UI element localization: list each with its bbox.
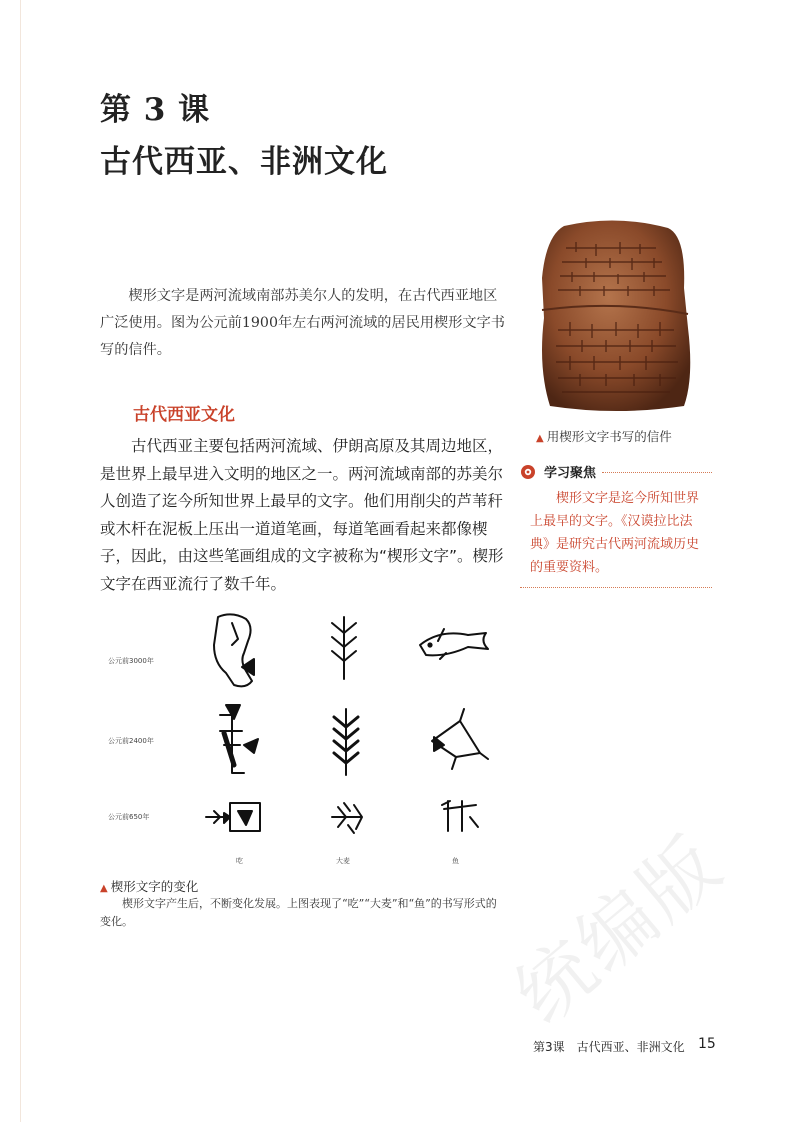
section-title: 古代西亚文化 xyxy=(133,405,235,425)
glyph-eat-early xyxy=(214,614,254,686)
intro-paragraph: 楔形文字是两河流域南部苏美尔人的发明，在古代西亚地区广泛使用。图为公元前1900年左右两河流域的居民用楔形文字书写的信件。 xyxy=(100,288,505,358)
caption-triangle-icon: ▲ xyxy=(536,433,544,444)
tablet-caption xyxy=(536,427,672,445)
study-focus-divider xyxy=(602,472,712,473)
glyph-fish-early xyxy=(420,629,488,659)
cuneiform-tablet-image xyxy=(536,218,694,414)
running-footer: 第3课 古代西亚、非洲文化 xyxy=(533,1040,685,1054)
page-edge xyxy=(20,0,21,1122)
glyph-barley-middle xyxy=(334,709,358,775)
lesson-number: 第 3 课 xyxy=(100,92,211,128)
caption-triangle-icon: ▲ xyxy=(100,883,108,894)
lesson-title: 古代西亚、非洲文化 xyxy=(100,144,388,180)
study-focus-header xyxy=(520,462,712,481)
glyph-fish-late xyxy=(442,801,478,831)
focus-target-icon xyxy=(520,464,536,480)
column-label: 吃 xyxy=(236,857,243,865)
figure-description: 楔形文字产生后，不断变化发展。上图表现了“吃”“大麦”和“鱼”的书写形式的变化。 xyxy=(100,897,497,928)
figure-caption xyxy=(100,877,198,895)
figure-caption-text: 楔形文字的变化 xyxy=(110,879,199,894)
row-label: 公元前650年 xyxy=(108,813,150,821)
page-number: 15 xyxy=(698,1036,716,1052)
cuneiform-evolution-figure xyxy=(100,605,510,875)
glyph-barley-late xyxy=(332,803,362,833)
glyph-barley-early xyxy=(332,617,356,679)
glyph-fish-middle xyxy=(432,709,488,769)
body-paragraph: 古代西亚主要包括两河流域、伊朗高原及其周边地区，是世界上最早进入文明的地区之一。两河流域南部的苏美尔人创造了迄今所知世界上最早的文字。他们用削尖的芦苇秆或木杆在泥板上压出一道道笔画，每道笔画看起来都像楔子，因此，由这些笔画组成的文字被称为“楔形文字”。楔形文字在西亚流行了数千年。 xyxy=(100,437,504,593)
row-label: 公元前2400年 xyxy=(108,737,154,745)
watermark: 统编版 xyxy=(498,817,740,1041)
study-focus-box xyxy=(520,462,712,588)
glyph-eat-late xyxy=(206,803,260,831)
tablet-caption-text: 用楔形文字书写的信件 xyxy=(546,429,672,444)
glyph-eat-middle xyxy=(220,705,258,773)
column-label: 大麦 xyxy=(336,857,350,865)
study-focus-text: 楔形文字是迄今所知世界上最早的文字。《汉谟拉比法典》是研究古代两河流域历史的重要资料。 xyxy=(520,481,712,588)
column-label: 鱼 xyxy=(452,857,459,865)
study-focus-title: 学习聚焦 xyxy=(544,466,597,481)
row-label: 公元前3000年 xyxy=(108,657,154,665)
